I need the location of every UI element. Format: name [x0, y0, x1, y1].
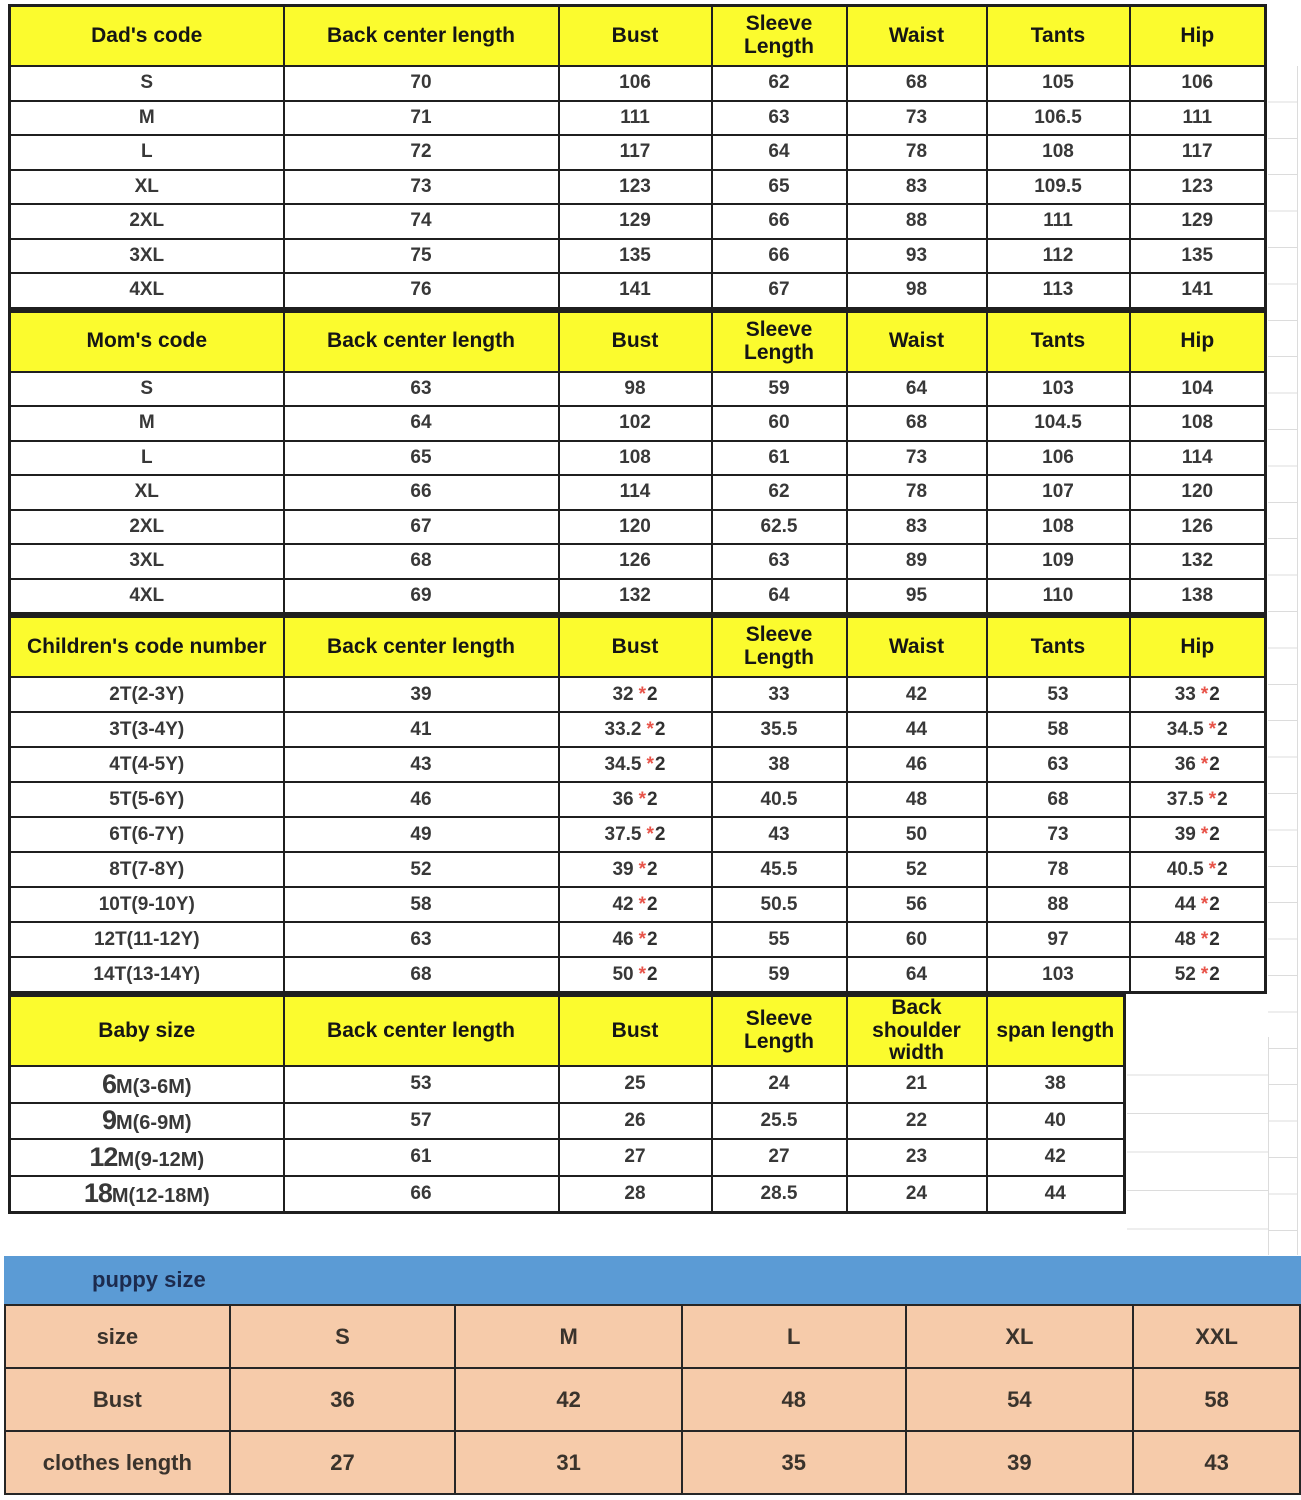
size-cell: 23	[847, 1139, 987, 1176]
size-cell: 35	[682, 1431, 906, 1494]
row-label: 14T(13-14Y)	[10, 957, 284, 993]
size-cell: 56	[847, 887, 987, 922]
size-cell: 70	[284, 66, 559, 101]
size-cell: 126	[1130, 510, 1266, 545]
size-cell: 68	[847, 406, 987, 441]
row-label	[10, 1176, 284, 1213]
row-label: L	[10, 441, 284, 476]
row-label: S	[10, 66, 284, 101]
dad-size-table	[8, 4, 1267, 310]
size-cell: 48 *2	[1130, 922, 1266, 957]
size-cell: 62	[712, 66, 847, 101]
size-cell: 109	[987, 544, 1130, 579]
column-header: Waist	[847, 311, 987, 372]
column-header: Children's code number	[10, 617, 284, 678]
size-cell: 37.5 *2	[559, 817, 712, 852]
size-cell: 68	[847, 66, 987, 101]
size-cell: 40.5 *2	[1130, 852, 1266, 887]
size-cell: 110	[987, 579, 1130, 614]
size-cell: 108	[987, 510, 1130, 545]
asterisk-mark: *	[1200, 928, 1209, 950]
size-cell: 46	[284, 782, 559, 817]
size-cell: 89	[847, 544, 987, 579]
row-label: 6T(6-7Y)	[10, 817, 284, 852]
size-cell: 35.5	[712, 712, 847, 747]
size-cell: 106.5	[987, 101, 1130, 136]
size-cell: 64	[712, 135, 847, 170]
size-cell: 68	[284, 957, 559, 993]
size-cell: 44	[987, 1176, 1125, 1213]
column-header: Tants	[987, 6, 1130, 67]
size-cell: 61	[712, 441, 847, 476]
size-cell: 108	[1130, 406, 1266, 441]
asterisk-mark: *	[1208, 718, 1217, 740]
asterisk-mark: *	[1200, 893, 1209, 915]
size-cell: 58	[1133, 1368, 1300, 1431]
asterisk-mark: *	[1208, 788, 1217, 810]
size-cell: 39 *2	[1130, 817, 1266, 852]
size-cell: 63	[987, 747, 1130, 782]
size-cell: 42 *2	[559, 887, 712, 922]
size-cell: 54	[906, 1368, 1134, 1431]
size-cell: 67	[712, 273, 847, 308]
size-cell: 64	[712, 579, 847, 614]
size-cell: 75	[284, 239, 559, 274]
puppy-size-table	[4, 1304, 1301, 1495]
size-cell: 123	[1130, 170, 1266, 205]
column-header: XXL	[1133, 1305, 1300, 1368]
size-cell: 49	[284, 817, 559, 852]
size-cell: 39	[906, 1431, 1134, 1494]
column-header: Sleeve Length	[712, 617, 847, 678]
size-cell: 62.5	[712, 510, 847, 545]
size-cell: 33 *2	[1130, 677, 1266, 712]
asterisk-mark: *	[1200, 753, 1209, 775]
size-cell: 31	[455, 1431, 682, 1494]
column-header: Bust	[559, 311, 712, 372]
row-label: M	[10, 101, 284, 136]
size-cell: 50.5	[712, 887, 847, 922]
size-cell: 78	[847, 475, 987, 510]
size-cell: 64	[847, 372, 987, 407]
row-label: 4T(4-5Y)	[10, 747, 284, 782]
baby-size-lead: 6	[101, 1068, 116, 1099]
size-cell: 98	[559, 372, 712, 407]
size-cell: 63	[284, 922, 559, 957]
size-cell: 108	[987, 135, 1130, 170]
column-header: Mom's code	[10, 311, 284, 372]
asterisk-mark: *	[638, 963, 646, 985]
size-cell: 95	[847, 579, 987, 614]
size-cell: 59	[712, 957, 847, 993]
asterisk-mark: *	[638, 893, 646, 915]
baby-size-rest: M(3-6M)	[115, 1075, 192, 1098]
size-cell: 66	[712, 239, 847, 274]
size-cell: 40.5	[712, 782, 847, 817]
size-cell: 71	[284, 101, 559, 136]
size-cell: 120	[559, 510, 712, 545]
size-cell: 69	[284, 579, 559, 614]
size-cell: 114	[559, 475, 712, 510]
size-cell: 78	[987, 852, 1130, 887]
size-cell: 33	[712, 677, 847, 712]
size-cell: 53	[987, 677, 1130, 712]
column-header: Back center length	[284, 996, 559, 1067]
column-header: Tants	[987, 617, 1130, 678]
size-cell: 117	[1130, 135, 1266, 170]
size-cell: 74	[284, 204, 559, 239]
size-cell: 48	[847, 782, 987, 817]
size-cell: 111	[987, 204, 1130, 239]
size-cell: 120	[1130, 475, 1266, 510]
size-cell: 114	[1130, 441, 1266, 476]
column-header: Sleeve Length	[712, 996, 847, 1067]
asterisk-mark: *	[646, 753, 654, 775]
size-cell: 34.5 *2	[559, 747, 712, 782]
size-cell: 28.5	[712, 1176, 847, 1213]
size-cell: 24	[712, 1066, 847, 1103]
size-cell: 135	[559, 239, 712, 274]
size-cell: 50 *2	[559, 957, 712, 993]
size-cell: 98	[847, 273, 987, 308]
size-cell: 42	[455, 1368, 682, 1431]
size-cell: 83	[847, 170, 987, 205]
size-cell: 52	[284, 852, 559, 887]
size-cell: 27	[712, 1139, 847, 1176]
size-cell: 43	[284, 747, 559, 782]
size-cell: 129	[1130, 204, 1266, 239]
size-tables-stack	[8, 4, 1267, 1214]
size-cell: 60	[847, 922, 987, 957]
size-cell: 46 *2	[559, 922, 712, 957]
size-cell: 63	[712, 544, 847, 579]
size-cell: 138	[1130, 579, 1266, 614]
size-cell: 34.5 *2	[1130, 712, 1266, 747]
size-cell: 109.5	[987, 170, 1130, 205]
size-cell: 61	[284, 1139, 559, 1176]
size-cell: 76	[284, 273, 559, 308]
puppy-size-bar	[4, 1256, 1301, 1304]
size-cell: 25	[559, 1066, 712, 1103]
size-cell: 106	[559, 66, 712, 101]
size-cell: 44 *2	[1130, 887, 1266, 922]
baby-size-rest: M(12-18M)	[111, 1185, 210, 1208]
row-label: 3XL	[10, 544, 284, 579]
size-cell: 117	[559, 135, 712, 170]
size-cell: 58	[987, 712, 1130, 747]
size-cell: 103	[987, 957, 1130, 993]
baby-size-rest: M(9-12M)	[117, 1148, 205, 1171]
column-header: Waist	[847, 617, 987, 678]
size-cell: 36 *2	[1130, 747, 1266, 782]
size-cell: 68	[284, 544, 559, 579]
baby-size-lead: 9	[101, 1105, 116, 1136]
size-cell: 42	[847, 677, 987, 712]
row-label: S	[10, 372, 284, 407]
size-cell: 50	[847, 817, 987, 852]
size-cell: 67	[284, 510, 559, 545]
size-cell: 33.2 *2	[559, 712, 712, 747]
size-cell: 106	[1130, 66, 1266, 101]
row-label: 2XL	[10, 510, 284, 545]
row-label: XL	[10, 475, 284, 510]
size-cell: 26	[559, 1103, 712, 1140]
row-label	[10, 1066, 284, 1103]
size-cell: 64	[847, 957, 987, 993]
size-cell: 83	[847, 510, 987, 545]
row-label: Bust	[5, 1368, 230, 1431]
size-cell: 27	[230, 1431, 456, 1494]
puppy-size-title: puppy size	[92, 1267, 206, 1292]
baby-size-rest: M(6-9M)	[115, 1112, 192, 1135]
asterisk-mark: *	[646, 823, 654, 845]
asterisk-mark: *	[1200, 963, 1209, 985]
size-cell: 55	[712, 922, 847, 957]
asterisk-mark: *	[646, 718, 654, 740]
size-cell: 36	[230, 1368, 456, 1431]
children-size-table	[8, 615, 1267, 994]
baby-size-lead: 12	[89, 1141, 118, 1172]
row-label: XL	[10, 170, 284, 205]
row-label: 2T(2-3Y)	[10, 677, 284, 712]
size-cell: 32 *2	[559, 677, 712, 712]
size-cell: 73	[987, 817, 1130, 852]
size-cell: 88	[987, 887, 1130, 922]
size-cell: 66	[284, 1176, 559, 1213]
size-cell: 63	[712, 101, 847, 136]
size-cell: 45.5	[712, 852, 847, 887]
asterisk-mark: *	[638, 788, 646, 810]
row-label: clothes length	[5, 1431, 230, 1494]
size-cell: 44	[847, 712, 987, 747]
column-header: Sleeve Length	[712, 6, 847, 67]
size-cell: 27	[559, 1139, 712, 1176]
size-cell: 60	[712, 406, 847, 441]
size-cell: 36 *2	[559, 782, 712, 817]
size-cell: 105	[987, 66, 1130, 101]
size-cell: 21	[847, 1066, 987, 1103]
size-cell: 66	[712, 204, 847, 239]
size-cell: 25.5	[712, 1103, 847, 1140]
column-header: span length	[987, 996, 1125, 1067]
row-label: 8T(7-8Y)	[10, 852, 284, 887]
column-header: Bust	[559, 996, 712, 1067]
asterisk-mark: *	[1200, 823, 1209, 845]
size-cell: 97	[987, 922, 1130, 957]
size-cell: 107	[987, 475, 1130, 510]
size-cell: 43	[712, 817, 847, 852]
size-cell: 53	[284, 1066, 559, 1103]
column-header: Back center length	[284, 6, 559, 67]
size-cell: 111	[559, 101, 712, 136]
column-header: Dad's code	[10, 6, 284, 67]
size-cell: 40	[987, 1103, 1125, 1140]
size-cell: 22	[847, 1103, 987, 1140]
size-cell: 141	[559, 273, 712, 308]
size-cell: 46	[847, 747, 987, 782]
column-header: Baby size	[10, 996, 284, 1067]
row-label	[10, 1103, 284, 1140]
column-header: Back center length	[284, 617, 559, 678]
size-cell: 42	[987, 1139, 1125, 1176]
baby-size-table	[8, 994, 1126, 1214]
asterisk-mark: *	[638, 683, 646, 705]
asterisk-mark: *	[1208, 858, 1217, 880]
column-header: Tants	[987, 311, 1130, 372]
size-cell: 129	[559, 204, 712, 239]
asterisk-mark: *	[638, 858, 646, 880]
size-cell: 63	[284, 372, 559, 407]
size-cell: 28	[559, 1176, 712, 1213]
size-cell: 72	[284, 135, 559, 170]
size-cell: 102	[559, 406, 712, 441]
column-header: Bust	[559, 6, 712, 67]
size-cell: 141	[1130, 273, 1266, 308]
size-cell: 73	[847, 101, 987, 136]
column-header: Hip	[1130, 6, 1266, 67]
column-header: Hip	[1130, 311, 1266, 372]
row-label: 2XL	[10, 204, 284, 239]
size-cell: 68	[987, 782, 1130, 817]
column-header: Hip	[1130, 617, 1266, 678]
size-cell: 43	[1133, 1431, 1300, 1494]
column-header: Bust	[559, 617, 712, 678]
size-cell: 113	[987, 273, 1130, 308]
size-cell: 135	[1130, 239, 1266, 274]
row-label: M	[10, 406, 284, 441]
size-cell: 112	[987, 239, 1130, 274]
asterisk-mark: *	[1200, 683, 1209, 705]
size-cell: 123	[559, 170, 712, 205]
size-cell: 73	[284, 170, 559, 205]
size-cell: 52	[847, 852, 987, 887]
size-cell: 66	[284, 475, 559, 510]
size-cell: 108	[559, 441, 712, 476]
size-cell: 106	[987, 441, 1130, 476]
size-cell: 37.5 *2	[1130, 782, 1266, 817]
row-label: 3T(3-4Y)	[10, 712, 284, 747]
size-cell: 59	[712, 372, 847, 407]
size-cell: 73	[847, 441, 987, 476]
size-cell: 103	[987, 372, 1130, 407]
size-cell: 62	[712, 475, 847, 510]
asterisk-mark: *	[638, 928, 646, 950]
row-label: L	[10, 135, 284, 170]
column-header: XL	[906, 1305, 1134, 1368]
row-label: 3XL	[10, 239, 284, 274]
mom-size-table	[8, 310, 1267, 616]
column-header: Back shoulder width	[847, 996, 987, 1067]
size-cell: 58	[284, 887, 559, 922]
row-label: 4XL	[10, 579, 284, 614]
spreadsheet-gridlines-right	[1268, 66, 1298, 1255]
baby-size-lead: 18	[83, 1178, 112, 1209]
size-cell: 104	[1130, 372, 1266, 407]
column-header: size	[5, 1305, 230, 1368]
column-header: Sleeve Length	[712, 311, 847, 372]
size-cell: 132	[1130, 544, 1266, 579]
size-cell: 64	[284, 406, 559, 441]
size-cell: 48	[682, 1368, 906, 1431]
size-cell: 24	[847, 1176, 987, 1213]
size-cell: 41	[284, 712, 559, 747]
spreadsheet-gridlines-baby	[1127, 1037, 1269, 1255]
size-cell: 39	[284, 677, 559, 712]
column-header: S	[230, 1305, 456, 1368]
row-label: 5T(5-6Y)	[10, 782, 284, 817]
size-cell: 38	[987, 1066, 1125, 1103]
column-header: M	[455, 1305, 682, 1368]
size-cell: 65	[284, 441, 559, 476]
row-label: 12T(11-12Y)	[10, 922, 284, 957]
row-label: 4XL	[10, 273, 284, 308]
size-cell: 104.5	[987, 406, 1130, 441]
size-cell: 52 *2	[1130, 957, 1266, 993]
size-cell: 88	[847, 204, 987, 239]
size-cell: 38	[712, 747, 847, 782]
size-cell: 57	[284, 1103, 559, 1140]
column-header: L	[682, 1305, 906, 1368]
row-label: 10T(9-10Y)	[10, 887, 284, 922]
size-cell: 65	[712, 170, 847, 205]
size-cell: 93	[847, 239, 987, 274]
column-header: Waist	[847, 6, 987, 67]
size-cell: 78	[847, 135, 987, 170]
size-cell: 111	[1130, 101, 1266, 136]
row-label	[10, 1139, 284, 1176]
size-cell: 126	[559, 544, 712, 579]
column-header: Back center length	[284, 311, 559, 372]
size-cell: 39 *2	[559, 852, 712, 887]
size-cell: 132	[559, 579, 712, 614]
